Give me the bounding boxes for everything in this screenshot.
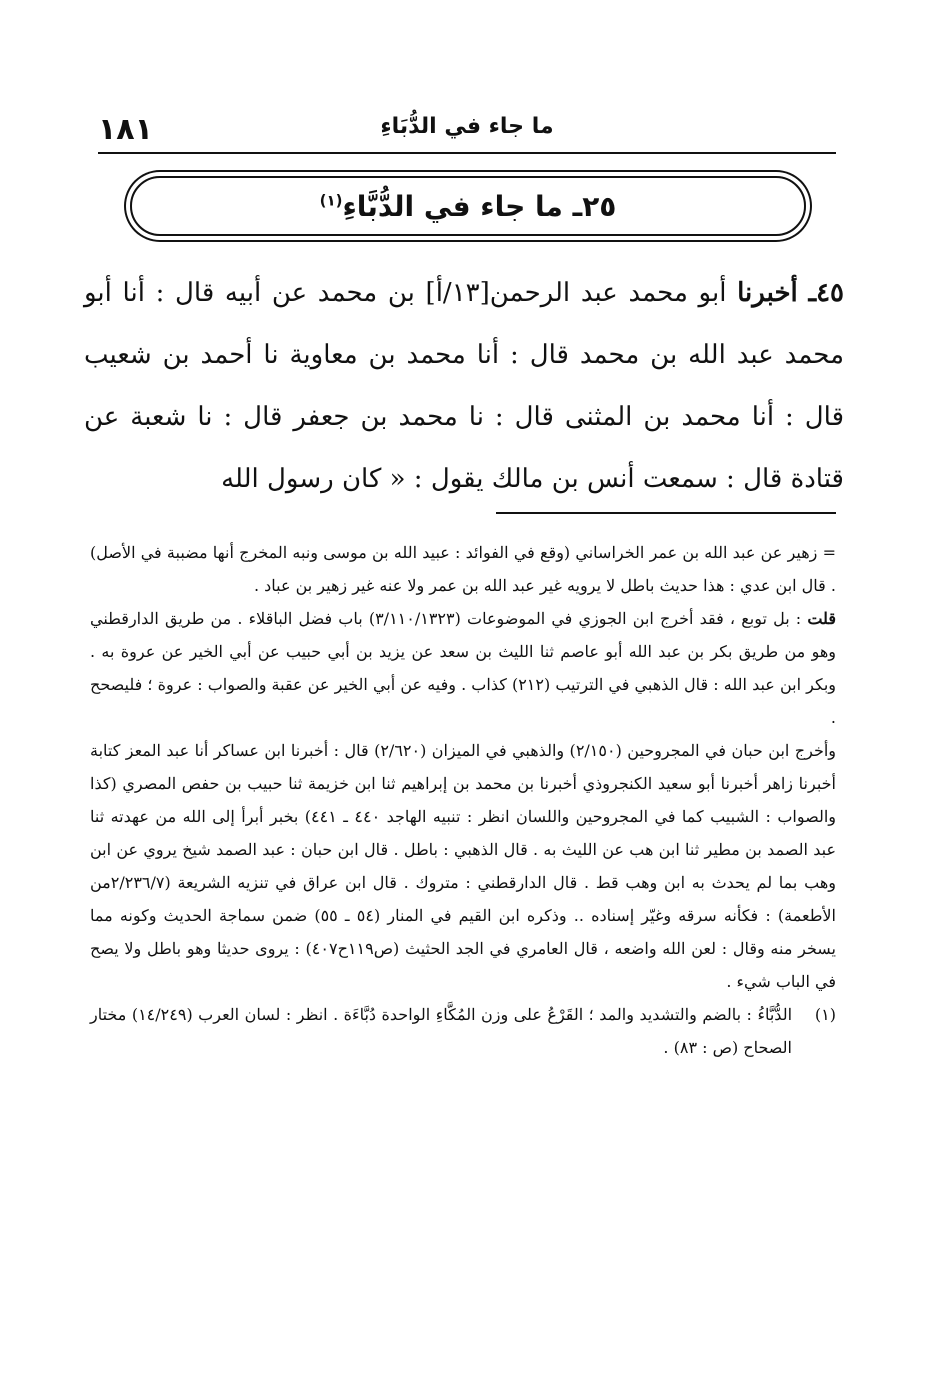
running-title: ما جاء في الدُّبَاءِ — [380, 114, 554, 139]
footnote-rule — [496, 512, 836, 514]
qult-label: قلت — [807, 609, 836, 628]
page-number: ١٨١ — [98, 112, 153, 147]
takhrij-paragraph: وأخرج ابن حبان في المجروحين (٢/١٥٠) والذهبي في الميزان (٢/٦٢٠) قال : أخبرنا ابن عساكر أنا عبد المعز كتابة أخبرنا زاهر أخبرنا أبو سعيد الكنجروذي أخبرنا بن محمد بن إبراهيم ثنا ابن خزيمة ثنا حبيب بن حفص المصري (كذا والصواب : الشبيب كما في المجروحين واللسان انظر : تنبيه الهاجد ٤٤٠ ـ ٤٤١) بخبر أبرأ إلى الله من عهدته ثنا عبد الصمد بن مطير ثنا ابن هب عن الليث به . قال الذهبي : باطل . قال ابن حبان : عبد الصمد شيخ يروي عن ابن وهب بما لم يحدث به ابن وهب قط . قال الدارقطني : متروك . قال ابن عراق في تنزيه الشريعة (٢/٢٣٦/٧من الأطعمة) : فكأنه سرقه وغيّر إسناده .. وذكره ابن القيم في المنار (٥٤ ـ ٥٥) ضمن سماجة الحديث وكونه مما يسخر منه وقال : لعن الله واضعه ، قال العامري في الجد الحثيث (ص١١٩ح٤٠٧) : يروى حديثا وهو باطل ولا يصح في الباب شيء . — [90, 741, 837, 991]
footnote-continuation: = زهير عن عبد الله بن عمر الخراساني (وقع في الفوائد : عبيد الله بن موسى ونبه المخرج أنها مضببة في الأصل) . قال ابن عدي : هذا حديث باطل لا يرويه غير عبد الله بن عمر ولا عنه غير زهير بن عباد . — [90, 543, 836, 595]
qult-text: : بل توبع ، فقد أخرج ابن الجوزي في الموضوعات (٣/١١٠/١٣٢٣) باب فضل الباقلاء . من طريق الدارقطني وهو من طريق بكر بن عبد الله أبو عاصم ثنا الليث بن سعد عن يزيد بن أبي حبيب عن أبي الخير عن عروة به . وبكر ابن عبد الله : قال الذهبي في الترتيب (٢١٢) كذاب . وفيه عن أبي الخير عن عقبة والصواب : عروة ؛ فليصحح . — [90, 609, 837, 727]
hadith-body: أبو محمد عبد الرحمن[١٣/أ] بن محمد عن أبيه قال : أنا أبو محمد عبد الله بن محمد قال : أنا محمد بن معاوية نا أحمد بن شعيب قال : أنا محمد بن المثنى قال : نا محمد بن جعفر قال : نا شعبة عن قتادة قال : سمعت أنس بن مالك يقول : « كان رسول الله — [84, 278, 844, 494]
footnotes-section — [90, 536, 836, 1064]
footnote-1 — [90, 998, 836, 1064]
chapter-footnote-ref: (١) — [319, 191, 343, 210]
footnote-1-text: الدُّبَّاءُ : بالضم والتشديد والمد ؛ القَرْعُ على وزن المُكَّاءِ الواحدة دُبَّاءَة . انظر : لسان العرب (١٤/٢٤٩) مختار الصحاح (ص : ٨٣) . — [90, 1005, 793, 1057]
chapter-title-box — [130, 176, 806, 236]
hadith-text — [84, 262, 844, 510]
hadith-number: ٤٥ـ — [808, 278, 844, 308]
hadith-lead-word: أخبرنا — [737, 278, 798, 308]
qult-paragraph — [90, 602, 836, 734]
header-rule — [98, 152, 836, 154]
chapter-title — [320, 190, 617, 223]
footnote-1-marker: (١) — [814, 1005, 836, 1024]
chapter-title-text: ٢٥ـ ما جاء في الدُّبَّاءِ — [342, 189, 617, 223]
running-header — [98, 108, 836, 154]
